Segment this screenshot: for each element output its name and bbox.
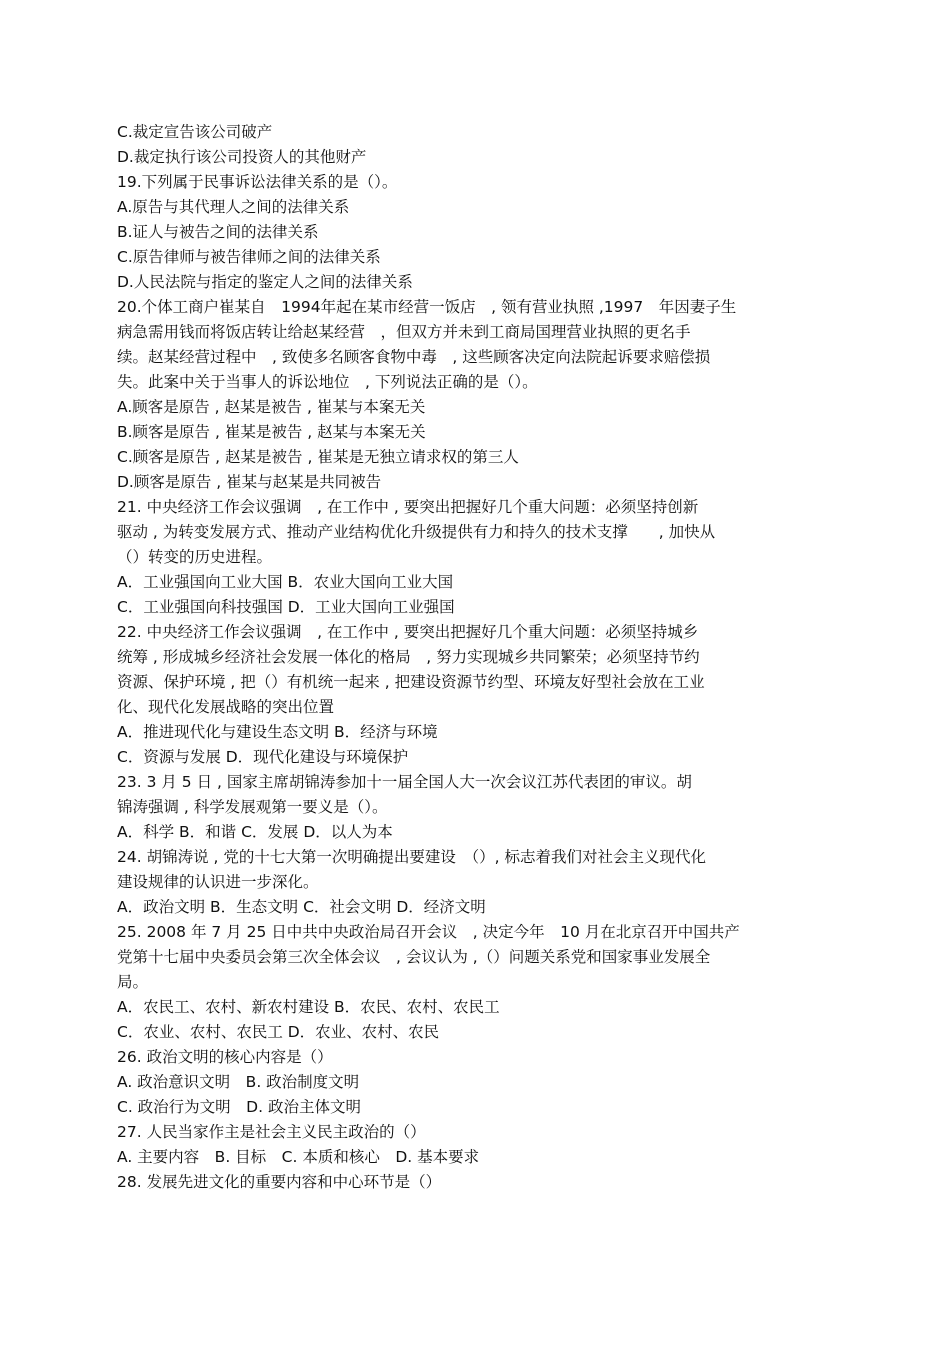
question-28: 28. 发展先进文化的重要内容和中心环节是（）	[117, 1173, 442, 1191]
text-line-c-bankruptcy: C.裁定宣告该公司破产	[117, 123, 273, 141]
question-22-line-4: 化、现代化发展战略的突出位置	[117, 698, 335, 716]
option-26-ab: A. 政治意识文明 B. 政治制度文明	[117, 1073, 360, 1091]
question-20-line-1: 20.个体工商户崔某自 1994年起在某市经营一饭店 , 领有营业执照 ,1997 年因妻子生	[117, 298, 737, 316]
option-21-ab: A．工业强国向工业大国 B．农业大国向工业大国	[117, 573, 454, 591]
option-20-d: D.顾客是原告 , 崔某与赵某是共同被告	[117, 473, 382, 491]
option-27-abcd: A. 主要内容 B. 目标 C. 本质和核心 D. 基本要求	[117, 1148, 480, 1166]
question-21-line-3: （）转变的历史进程。	[117, 548, 273, 566]
question-21-line-1: 21. 中央经济工作会议强调 , 在工作中 , 要突出把握好几个重大问题：必须坚持创新	[117, 498, 699, 516]
question-25-line-2: 党第十七届中央委员会第三次全体会议 , 会议认为 ,（）问题关系党和国家事业发展全	[117, 948, 711, 966]
option-26-cd: C. 政治行为文明 D. 政治主体文明	[117, 1098, 361, 1116]
question-25-line-3: 局。	[117, 973, 149, 991]
question-22-line-3: 资源、保护环境 , 把（）有机统一起来 , 把建设资源节约型、环境友好型社会放在工业	[117, 673, 705, 691]
question-23-line-1: 23. 3 月 5 日 , 国家主席胡锦涛参加十一届全国人大一次会议江苏代表团的审议。胡	[117, 773, 692, 791]
question-20-line-2: 病急需用钱而将饭店转让给赵某经营 ，但双方并未到工商局国理营业执照的更名手	[117, 323, 691, 341]
text-line-d-enforce: D.裁定执行该公司投资人的其他财产	[117, 148, 367, 166]
option-19-a: A.原告与其代理人之间的法律关系	[117, 198, 350, 216]
option-20-b: B.顾客是原告 , 崔某是被告 , 赵某与本案无关	[117, 423, 426, 441]
option-21-cd: C．工业强国向科技强国 D．工业大国向工业强国	[117, 598, 455, 616]
question-25-line-1: 25. 2008 年 7 月 25 日中共中央政治局召开会议 , 决定今年 10 月在北京召开中国共产	[117, 923, 740, 941]
question-21-line-2: 驱动 , 为转变发展方式、推动产业结构优化升级提供有力和持久的技术支撑 , 加快从	[117, 523, 716, 541]
option-23-abcd: A．科学 B．和谐 C．发展 D．以人为本	[117, 823, 393, 841]
document-page	[117, 120, 817, 1195]
option-22-ab: A．推进现代化与建设生态文明 B．经济与环境	[117, 723, 438, 741]
question-23-line-2: 锦涛强调 , 科学发展观第一要义是（）。	[117, 798, 388, 816]
question-22-line-1: 22. 中央经济工作会议强调 , 在工作中 , 要突出把握好几个重大问题：必须坚持城乡	[117, 623, 699, 641]
question-26: 26. 政治文明的核心内容是（）	[117, 1048, 333, 1066]
option-20-a: A.顾客是原告 , 赵某是被告 , 崔某与本案无关	[117, 398, 426, 416]
question-19: 19.下列属于民事诉讼法律关系的是（）。	[117, 173, 398, 191]
question-20-line-3: 续。赵某经营过程中 , 致使多名顾客食物中毒 , 这些顾客决定向法院起诉要求赔偿损	[117, 348, 711, 366]
question-22-line-2: 统筹 , 形成城乡经济社会发展一体化的格局 , 努力实现城乡共同繁荣；必须坚持节约	[117, 648, 700, 666]
question-27: 27. 人民当家作主是社会主义民主政治的（）	[117, 1123, 426, 1141]
question-20-line-4: 失。此案中关于当事人的诉讼地位 , 下列说法正确的是（）。	[117, 373, 538, 391]
option-19-b: B.证人与被告之间的法律关系	[117, 223, 319, 241]
option-25-ab: A．农民工、农村、新农村建设 B．农民、农村、农民工	[117, 998, 500, 1016]
option-24-abcd: A．政治文明 B．生态文明 C．社会文明 D．经济文明	[117, 898, 486, 916]
option-22-cd: C．资源与发展 D．现代化建设与环境保护	[117, 748, 409, 766]
option-19-d: D.人民法院与指定的鉴定人之间的法律关系	[117, 273, 413, 291]
option-19-c: C.原告律师与被告律师之间的法律关系	[117, 248, 381, 266]
option-20-c: C.顾客是原告 , 赵某是被告 , 崔某是无独立请求权的第三人	[117, 448, 519, 466]
question-24-line-2: 建设规律的认识进一步深化。	[117, 873, 319, 891]
option-25-cd: C．农业、农村、农民工 D．农业、农村、农民	[117, 1023, 440, 1041]
question-24-line-1: 24. 胡锦涛说 , 党的十七大第一次明确提出要建设 （）, 标志着我们对社会主义现代化	[117, 848, 706, 866]
